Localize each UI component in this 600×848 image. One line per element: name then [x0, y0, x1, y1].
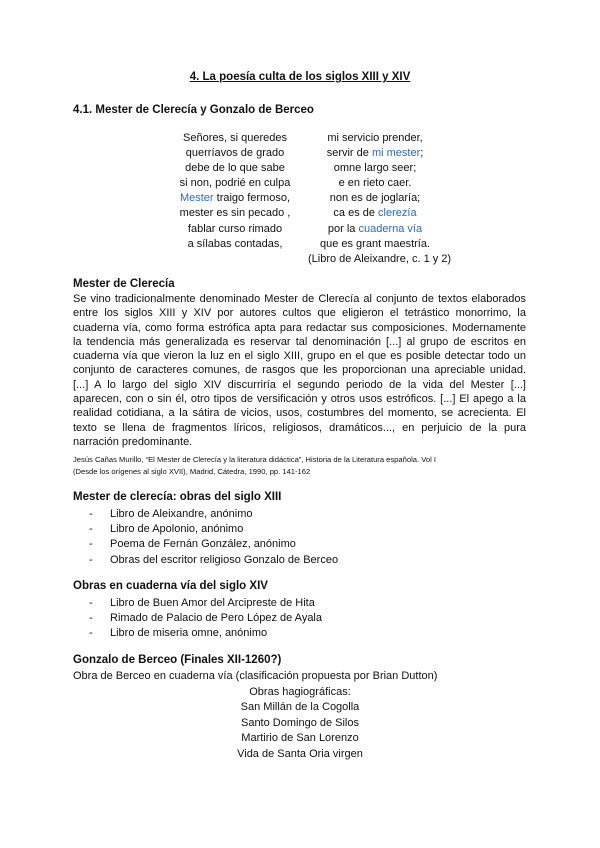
list-item: Obras hagiográficas: — [249, 686, 351, 698]
paragraph-line: conjunto de caracteres comunes, de rasgos que les proporcionan una apreciable unidad. — [73, 364, 526, 377]
verse-line: servir de mi mester; — [326, 147, 424, 160]
paragraph-line: aparecen, con o sin él, otro tipos de versificación y otros usos estróficos. [...] El apego a la — [73, 393, 526, 406]
list-item: Martirio de San Lorenzo — [241, 732, 359, 745]
list-item: Vida de Santa Oria virgen — [237, 747, 363, 760]
paragraph-line: texto se llena de fragmentos líricos, religiosos, dramáticos..., en perjuicio de la pura — [73, 421, 526, 434]
mester-paragraph — [73, 292, 526, 449]
list-item: - Libro de Buen Amor del Arcipreste de Hita — [73, 596, 322, 611]
verse-line: Mester traigo fermoso, — [179, 192, 291, 205]
list-item: - Obras del escritor religioso Gonzalo de Berceo — [73, 553, 338, 568]
list-item: - Rimado de Palacio de Pero López de Ayala — [73, 611, 322, 626]
list-item: - Libro de Apolonio, anónimo — [73, 522, 338, 537]
highlight-mester: Mester — [179, 192, 214, 205]
paragraph-line: [...] A lo largo del siglo XIV discurriría el segundo periodo de la vida del Mester [...] — [73, 378, 526, 391]
works-xiii-list — [73, 507, 338, 568]
paragraph-line: Se vino tradicionalmente denominado Mester de Clerecía al conjunto de textos elaborados — [73, 293, 526, 305]
list-item: - Libro de Aleixandre, anónimo — [73, 507, 338, 522]
highlight-cuaderna-via: cuaderna vía — [358, 222, 423, 235]
citation — [73, 454, 533, 478]
citation-line: Jesús Cañas Murillo, “El Mester de Clerecía y la literatura didáctica”, Historia de la Literatura española. Vol I — [73, 455, 436, 464]
paragraph-line: cuaderna vía que vieron la luz en el siglo XIII, grupo en el que es posible detectar todo un — [73, 350, 526, 363]
verse-line: debe de lo que sabe — [185, 162, 285, 175]
berceo-works-list — [150, 685, 450, 762]
mester-heading: Mester de Clerecía — [73, 278, 175, 290]
list-item: Santo Domingo de Silos — [240, 716, 359, 729]
paragraph-line: narración predominante. — [73, 435, 193, 448]
verse-line: omne largo seer; — [333, 162, 417, 175]
section-heading-4-1: 4.1. Mester de Clerecía y Gonzalo de Berceo — [73, 104, 314, 116]
verse-line: mi servicio prender, — [327, 132, 423, 144]
works-xiii-heading: Mester de clerecía: obras del siglo XIII — [73, 491, 282, 503]
verse-line: a sílabas contadas, — [187, 237, 283, 250]
poem-source: (Libro de Aleixandre, c. 1 y 2) — [308, 252, 452, 265]
list-item: - Poema de Fernán González, anónimo — [73, 537, 338, 552]
berceo-intro: Obra de Berceo en cuaderna vía (clasificación propuesta por Brian Dutton) — [73, 670, 438, 682]
list-item: San Millán de la Cogolla — [240, 701, 360, 714]
paragraph-line: realidad cotidiana, a la sátira de vicios, usos, costumbres del momento, se acrecienta. El — [73, 407, 526, 420]
verse-line: fablar curso rimado — [187, 222, 283, 235]
verse-line: non es de joglaría; — [329, 192, 421, 205]
poem-left-column — [160, 131, 310, 252]
works-xiv-list — [73, 596, 322, 642]
verse-line: querríavos de grado — [185, 147, 285, 160]
list-item: - Libro de miseria omne, anónimo — [73, 626, 322, 641]
paragraph-line: la tendencia más generalizada es reservar tal denominación [...] al grupo de escritos en — [73, 335, 526, 348]
verse-line: que es grant maestría. — [319, 237, 431, 250]
page-title: 4. La poesía culta de los siglos XIII y XIV — [189, 71, 411, 83]
verse-line: Señores, si queredes — [183, 132, 287, 144]
berceo-heading: Gonzalo de Berceo (Finales XII-1260?) — [73, 654, 282, 666]
highlight-mi-mester: mi mester — [371, 147, 421, 160]
verse-line: e en rieto caer. — [338, 177, 412, 190]
verse-line: ca es de clerezía — [333, 207, 417, 220]
highlight-clerezia: clerezía — [378, 207, 417, 220]
verse-line: por la cuaderna vía — [327, 222, 423, 235]
works-xiv-heading: Obras en cuaderna vía del siglo XIV — [73, 580, 268, 592]
paragraph-line: entre los siglos XIII y XIV por autores cultos que eligieron el tetrástico monorrimo, la — [73, 307, 526, 320]
verse-line: si non, podrié en culpa — [179, 177, 291, 190]
poem-right-column — [300, 131, 450, 267]
citation-line: (Desde los orígenes al siglo XVII), Madrid, Cátedra, 1990, pp. 141-162 — [73, 467, 311, 476]
verse-line: mester es sin pecado , — [179, 207, 291, 220]
paragraph-line: cuaderna vía, como forma estrófica apta para redactar sus composiciones. Modernamente — [73, 321, 526, 334]
